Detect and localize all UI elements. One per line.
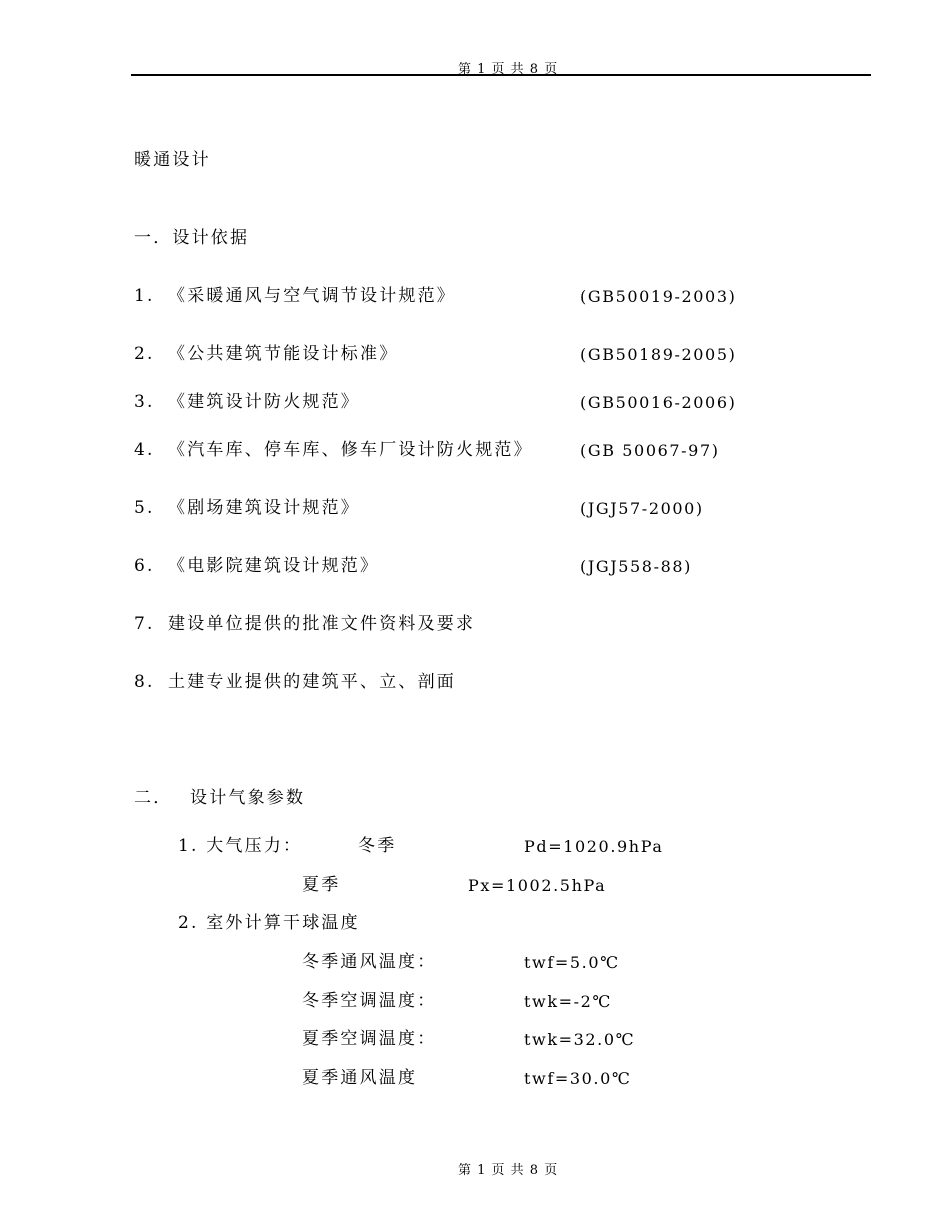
temperature-row-label: 冬季空调温度： — [302, 991, 437, 1011]
temperature-row-value: twf=30.0℃ — [524, 1069, 632, 1088]
list-item-code: (GB50016-2006) — [580, 393, 737, 412]
temperature-row-value: twk=32.0℃ — [524, 1030, 636, 1049]
list-item-number: 5. — [134, 498, 155, 518]
list-item — [134, 672, 456, 692]
list-item-code: (GB 50067-97) — [580, 441, 720, 460]
list-item-text: 《汽车库、停车库、修车厂设计防火规范》 — [168, 440, 533, 460]
list-item-number: 1. — [134, 286, 155, 306]
list-item-code: (GB50189-2005) — [580, 345, 737, 364]
temperature-row-value: twf=5.0℃ — [524, 953, 620, 972]
pressure-summer-label: 夏季 — [302, 875, 341, 895]
list-item-code: (GB50019-2003) — [580, 287, 737, 306]
list-item — [134, 498, 360, 518]
list-item-code: (JGJ558-88) — [580, 557, 692, 576]
footer-page-label: 第 1 页 共 8 页 — [458, 1163, 559, 1178]
temperature-label: 2. 室外计算干球温度 — [178, 913, 360, 933]
list-item-text: 土建专业提供的建筑平、立、剖面 — [168, 672, 456, 692]
list-item-text: 建设单位提供的批准文件资料及要求 — [168, 614, 476, 634]
list-item — [134, 392, 360, 412]
list-item — [134, 344, 398, 364]
temperature-row-label: 夏季通风温度 — [302, 1068, 418, 1088]
list-item-number: 6. — [134, 556, 155, 576]
list-item-text: 《剧场建筑设计规范》 — [168, 498, 360, 518]
section-2-heading-number: 二． — [134, 788, 173, 808]
pressure-summer-value: Px=1002.5hPa — [468, 876, 607, 895]
list-item — [134, 556, 379, 576]
list-item-code: (JGJ57-2000) — [580, 499, 704, 518]
header-page-label: 第 1 页 共 8 页 — [458, 62, 559, 77]
list-item-number: 8. — [134, 672, 155, 692]
document-title: 暖通设计 — [134, 150, 211, 170]
section-2-heading: 设计气象参数 — [190, 788, 306, 808]
header-divider — [131, 74, 871, 76]
list-item-text: 《建筑设计防火规范》 — [168, 392, 360, 412]
list-item-number: 7. — [134, 614, 155, 634]
temperature-row-label: 冬季通风温度： — [302, 952, 437, 972]
list-item-text: 《采暖通风与空气调节设计规范》 — [168, 286, 456, 306]
list-item — [134, 286, 456, 306]
temperature-row-label: 夏季空调温度： — [302, 1029, 437, 1049]
temperature-row-value: twk=-2℃ — [524, 992, 612, 1011]
pressure-label: 1. 大气压力： — [178, 836, 303, 856]
list-item — [134, 440, 533, 460]
pressure-winter-label: 冬季 — [358, 836, 397, 856]
list-item — [134, 614, 475, 634]
pressure-winter-value: Pd=1020.9hPa — [524, 837, 664, 856]
section-1-heading: 一．设计依据 — [134, 228, 250, 248]
list-item-text: 《公共建筑节能设计标准》 — [168, 344, 399, 364]
list-item-number: 2. — [134, 344, 155, 364]
list-item-number: 4. — [134, 440, 155, 460]
list-item-number: 3. — [134, 392, 155, 412]
list-item-text: 《电影院建筑设计规范》 — [168, 556, 380, 576]
